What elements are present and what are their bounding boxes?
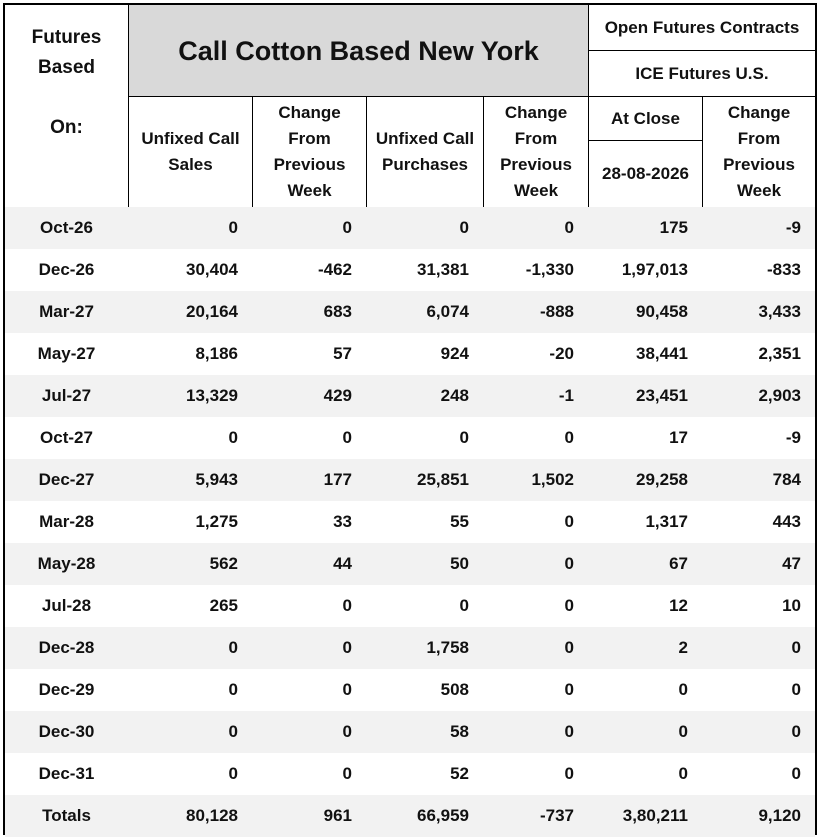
month-cell: Oct-26 xyxy=(5,207,128,249)
unfixed-purchases-cell: 58 xyxy=(366,711,483,753)
totals-row xyxy=(5,795,815,837)
sales-change-cell: 33 xyxy=(252,501,366,543)
open-change-cell: 0 xyxy=(702,711,815,753)
purchases-change-cell: 0 xyxy=(483,543,588,585)
open-change-cell: -833 xyxy=(702,249,815,291)
open-change-cell: -9 xyxy=(702,417,815,459)
table-row xyxy=(5,207,815,249)
purchases-change-cell: 0 xyxy=(483,627,588,669)
open-contracts-cell: 23,451 xyxy=(588,375,702,417)
open-contracts-cell: 175 xyxy=(588,207,702,249)
month-cell: Mar-28 xyxy=(5,501,128,543)
purchases-change-cell: 1,502 xyxy=(483,459,588,501)
table-row xyxy=(5,585,815,627)
purchases-change-cell: 0 xyxy=(483,501,588,543)
open-contracts-cell: 2 xyxy=(588,627,702,669)
unfixed-purchases-cell: 6,074 xyxy=(366,291,483,333)
unfixed-sales-cell: 80,128 xyxy=(128,795,252,837)
table-row xyxy=(5,753,815,795)
month-cell: Dec-31 xyxy=(5,753,128,795)
open-contracts-cell: 67 xyxy=(588,543,702,585)
sales-change-cell: 683 xyxy=(252,291,366,333)
sales-change-cell: 0 xyxy=(252,753,366,795)
table-row xyxy=(5,459,815,501)
unfixed-sales-cell: 562 xyxy=(128,543,252,585)
purchases-change-cell: -888 xyxy=(483,291,588,333)
open-change-cell: 9,120 xyxy=(702,795,815,837)
month-cell: Mar-27 xyxy=(5,291,128,333)
month-cell: Jul-28 xyxy=(5,585,128,627)
month-cell: Dec-27 xyxy=(5,459,128,501)
unfixed-purchases-cell: 1,758 xyxy=(366,627,483,669)
open-change-cell: 443 xyxy=(702,501,815,543)
month-cell: Jul-27 xyxy=(5,375,128,417)
open-change-cell: 47 xyxy=(702,543,815,585)
unfixed-purchases-cell: 31,381 xyxy=(366,249,483,291)
col-header-change-sales: Change From Previous Week xyxy=(252,97,366,207)
unfixed-purchases-cell: 924 xyxy=(366,333,483,375)
unfixed-sales-cell: 265 xyxy=(128,585,252,627)
open-contracts-cell: 0 xyxy=(588,753,702,795)
table-row xyxy=(5,669,815,711)
page-title: Call Cotton Based New York xyxy=(128,5,588,97)
purchases-change-cell: -737 xyxy=(483,795,588,837)
open-change-cell: 3,433 xyxy=(702,291,815,333)
open-change-cell: 10 xyxy=(702,585,815,627)
purchases-change-cell: 0 xyxy=(483,753,588,795)
unfixed-sales-cell: 0 xyxy=(128,753,252,795)
sales-change-cell: 57 xyxy=(252,333,366,375)
open-change-cell: 0 xyxy=(702,627,815,669)
purchases-change-cell: 0 xyxy=(483,207,588,249)
col-header-unfixed-sales: Unfixed Call Sales xyxy=(128,97,252,207)
table-row xyxy=(5,291,815,333)
sales-change-cell: 44 xyxy=(252,543,366,585)
sales-change-cell: 0 xyxy=(252,711,366,753)
unfixed-purchases-cell: 25,851 xyxy=(366,459,483,501)
month-cell: Dec-28 xyxy=(5,627,128,669)
unfixed-sales-cell: 0 xyxy=(128,417,252,459)
col-header-change-open: Change From Previous Week xyxy=(702,97,815,207)
month-cell: Oct-27 xyxy=(5,417,128,459)
col-header-unfixed-purchases: Unfixed Call Purchases xyxy=(366,97,483,207)
sales-change-cell: 429 xyxy=(252,375,366,417)
month-cell: Dec-30 xyxy=(5,711,128,753)
unfixed-purchases-cell: 508 xyxy=(366,669,483,711)
table-row xyxy=(5,627,815,669)
unfixed-sales-cell: 0 xyxy=(128,627,252,669)
col-header-at-close: At Close xyxy=(588,97,702,141)
unfixed-sales-cell: 0 xyxy=(128,207,252,249)
table-row xyxy=(5,543,815,585)
unfixed-sales-cell: 0 xyxy=(128,669,252,711)
corner-label: Futures Based On: xyxy=(31,27,102,138)
sales-change-cell: 0 xyxy=(252,417,366,459)
sales-change-cell: 0 xyxy=(252,627,366,669)
col-header-date: 28-08-2026 xyxy=(588,141,702,207)
purchases-change-cell: -20 xyxy=(483,333,588,375)
unfixed-purchases-cell: 0 xyxy=(366,585,483,627)
month-cell: May-27 xyxy=(5,333,128,375)
unfixed-sales-cell: 5,943 xyxy=(128,459,252,501)
table-row xyxy=(5,375,815,417)
unfixed-sales-cell: 20,164 xyxy=(128,291,252,333)
open-contracts-cell: 38,441 xyxy=(588,333,702,375)
unfixed-sales-cell: 0 xyxy=(128,711,252,753)
month-cell: Totals xyxy=(5,795,128,837)
open-contracts-cell: 1,317 xyxy=(588,501,702,543)
open-contracts-cell: 0 xyxy=(588,669,702,711)
table-row xyxy=(5,333,815,375)
unfixed-purchases-cell: 248 xyxy=(366,375,483,417)
month-cell: Dec-29 xyxy=(5,669,128,711)
sales-change-cell: 0 xyxy=(252,207,366,249)
purchases-change-cell: 0 xyxy=(483,585,588,627)
month-cell: Dec-26 xyxy=(5,249,128,291)
open-change-cell: 0 xyxy=(702,753,815,795)
sales-change-cell: -462 xyxy=(252,249,366,291)
unfixed-purchases-cell: 55 xyxy=(366,501,483,543)
data-table xyxy=(5,207,815,837)
sales-change-cell: 961 xyxy=(252,795,366,837)
open-change-cell: 2,903 xyxy=(702,375,815,417)
open-contracts-cell: 29,258 xyxy=(588,459,702,501)
open-contracts-cell: 90,458 xyxy=(588,291,702,333)
unfixed-sales-cell: 13,329 xyxy=(128,375,252,417)
exchange-label: ICE Futures U.S. xyxy=(588,51,815,97)
table-row xyxy=(5,711,815,753)
open-contracts-cell: 17 xyxy=(588,417,702,459)
unfixed-sales-cell: 30,404 xyxy=(128,249,252,291)
table-row xyxy=(5,417,815,459)
purchases-change-cell: 0 xyxy=(483,417,588,459)
unfixed-purchases-cell: 0 xyxy=(366,207,483,249)
unfixed-purchases-cell: 66,959 xyxy=(366,795,483,837)
open-change-cell: 784 xyxy=(702,459,815,501)
unfixed-sales-cell: 1,275 xyxy=(128,501,252,543)
open-contracts-cell: 3,80,211 xyxy=(588,795,702,837)
unfixed-purchases-cell: 0 xyxy=(366,417,483,459)
open-change-cell: 0 xyxy=(702,669,815,711)
unfixed-purchases-cell: 50 xyxy=(366,543,483,585)
sales-change-cell: 0 xyxy=(252,669,366,711)
open-change-cell: -9 xyxy=(702,207,815,249)
purchases-change-cell: -1,330 xyxy=(483,249,588,291)
open-contracts-cell: 1,97,013 xyxy=(588,249,702,291)
unfixed-purchases-cell: 52 xyxy=(366,753,483,795)
unfixed-sales-cell: 8,186 xyxy=(128,333,252,375)
purchases-change-cell: 0 xyxy=(483,711,588,753)
purchases-change-cell: -1 xyxy=(483,375,588,417)
table-row xyxy=(5,501,815,543)
data-table-body xyxy=(5,207,815,837)
open-change-cell: 2,351 xyxy=(702,333,815,375)
open-contracts-cell: 0 xyxy=(588,711,702,753)
sales-change-cell: 0 xyxy=(252,585,366,627)
open-futures-contracts-label: Open Futures Contracts xyxy=(588,5,815,51)
col-header-change-purchases: Change From Previous Week xyxy=(483,97,588,207)
sales-change-cell: 177 xyxy=(252,459,366,501)
purchases-change-cell: 0 xyxy=(483,669,588,711)
table-row xyxy=(5,249,815,291)
open-contracts-cell: 12 xyxy=(588,585,702,627)
month-cell: May-28 xyxy=(5,543,128,585)
